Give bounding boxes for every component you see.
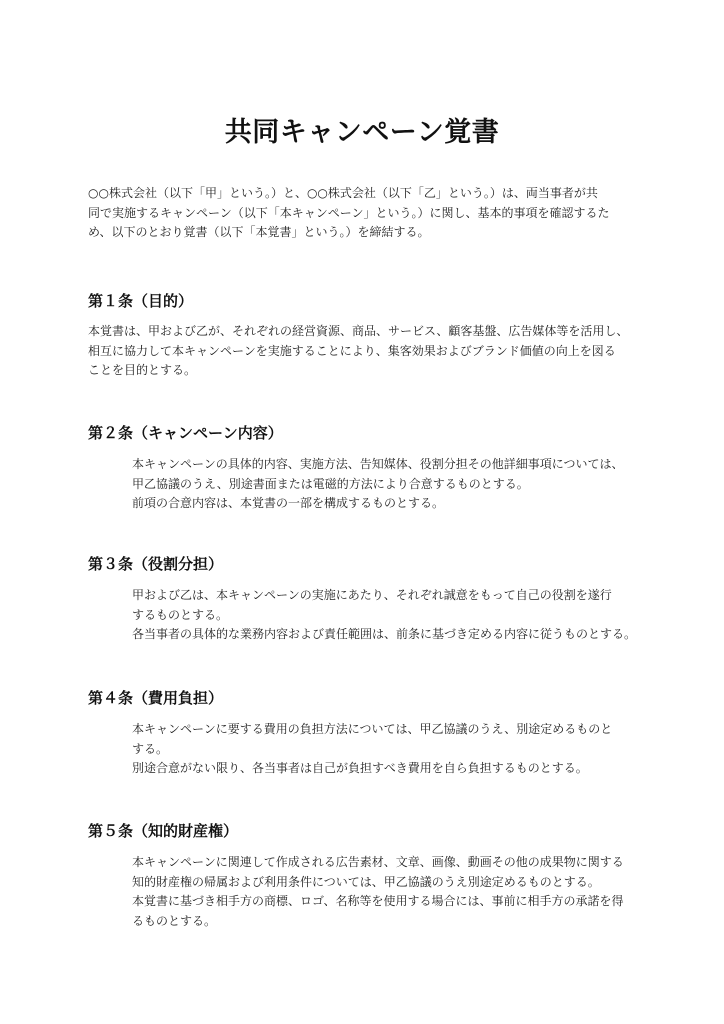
- article-line: するものとする。: [132, 607, 229, 622]
- article-4-body: [132, 720, 612, 779]
- preamble: [88, 184, 648, 243]
- article-line: 本キャンペーンに要する費用の負担方法については、甲乙協議のうえ、別途定めるものと: [132, 722, 613, 736]
- article-line: 相互に協力して本キャンペーンを実施することにより、集客効果およびブランド価値の向上を図る: [88, 343, 616, 358]
- article-2-body: [132, 455, 624, 514]
- article-3-body: [132, 586, 636, 645]
- preamble-line: ○○株式会社（以下「甲」という。）と、○○株式会社（以下「乙」という。）は、両当事者が共: [88, 186, 598, 200]
- article-line: 本覚書に基づき相手方の商標、ロゴ、名称等を使用する場合には、事前に相手方の承諾を得: [132, 894, 624, 908]
- article-4-heading: 第４条（費用負担）: [88, 689, 224, 707]
- document-title: 共同キャンペーン覚書: [224, 117, 500, 148]
- article-line: 知的財産権の帰属および利用条件については、甲乙協議のうえ別途定めるものとする。: [132, 874, 600, 889]
- article-line: 各当事者の具体的な業務内容および責任範囲は、前条に基づき定める内容に従うものとする。: [132, 627, 637, 641]
- article-5-body: [132, 853, 624, 931]
- article-line: 本覚書は、甲および乙が、それぞれの経営資源、商品、サービス、顧客基盤、広告媒体等を活用し、: [88, 324, 629, 338]
- preamble-line: 同で実施するキャンペーン（以下「本キャンペーン」という。）に関し、基本的事項を確認するた: [88, 205, 610, 220]
- article-line: する。: [132, 741, 169, 756]
- article-line: ことを目的とする。: [88, 363, 197, 377]
- article-1-body: [88, 322, 628, 381]
- article-line: 本キャンペーンの具体的内容、実施方法、告知媒体、役割分担その他詳細事項については、: [132, 457, 624, 471]
- article-line: 別途合意がない限り、各当事者は自己が負担すべき費用を自ら負担するものとする。: [132, 761, 588, 775]
- article-line: 甲乙協議のうえ、別途書面または電磁的方法により合意するものとする。: [132, 476, 529, 491]
- article-1-heading: 第１条（目的）: [88, 292, 194, 310]
- article-3-heading: 第３条（役割分担）: [88, 555, 224, 573]
- article-line: 甲および乙は、本キャンペーンの実施にあたり、それぞれ誠意をもって自己の役割を遂行: [132, 588, 612, 602]
- article-line: 本キャンペーンに関連して作成される広告素材、文章、画像、動画その他の成果物に関する: [132, 855, 624, 869]
- article-2-heading: 第２条（キャンペーン内容）: [88, 424, 283, 442]
- article-line: 前項の合意内容は、本覚書の一部を構成するものとする。: [132, 496, 445, 510]
- article-line: るものとする。: [132, 913, 217, 928]
- preamble-line: め、以下のとおり覚書（以下「本覚書」という。）を締結する。: [88, 225, 430, 239]
- article-5-heading: 第５条（知的財産権）: [88, 822, 239, 840]
